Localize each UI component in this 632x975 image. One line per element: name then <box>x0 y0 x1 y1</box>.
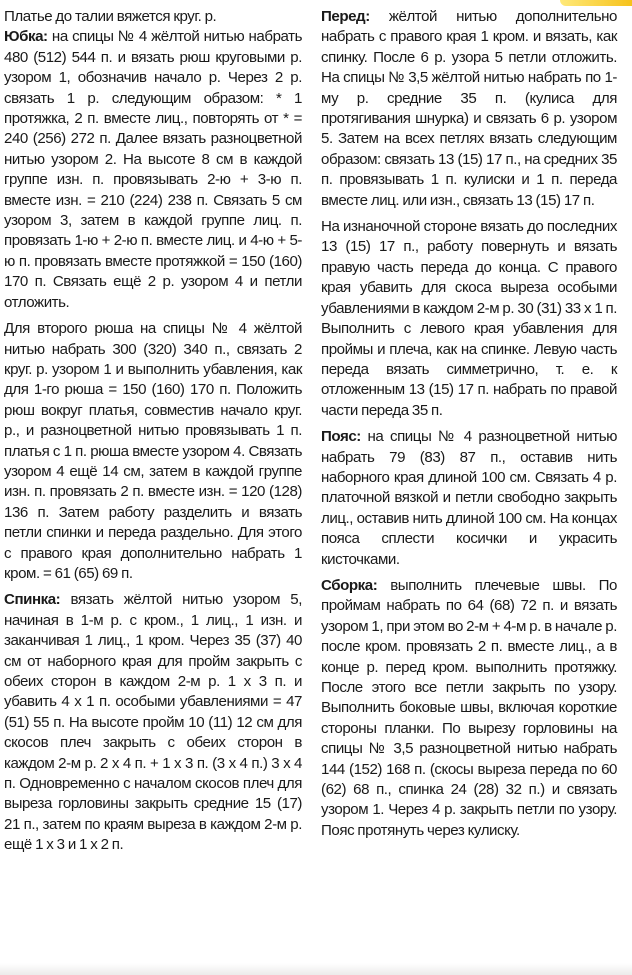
assembly-heading: Сборка: <box>321 576 378 594</box>
back-text: вязать жёлтой нитью узором 5, начиная в 1-м р. с кром., 1 лиц., 1 изн. и заканчивая 1 лиц., 1 кром. Через 35 (37) 40 см от наборного края для пройм закрыть с обеих сторон в каждом 2-м р. 1 х 3 п. и убавить 4 х 1 п. особыми убавлениями = 47 (51) 55 п. На высоте пройм 10 (11) 12 см для скосов плеч закрыть с обеих сторон в каждом 2-м р. 2 х 4 п. + 1 х 3 п. (3 х 4 п.) 3 х 4 п. Одновременно с началом скосов плеч для выреза горловины закрыть средние 15 (17) 21 п., затем по краям выреза в каждом 2-м р. ещё 1 х 3 и 1 х 2 п. <box>4 591 302 854</box>
skirt-heading: Юбка: <box>4 28 48 46</box>
skirt-text: на спицы № 4 жёлтой нитью набрать 480 (512) 544 п. и вязать рюш круговыми р. узором 1, обозначив начало р. Через 2 р. связать 1 р. следующим образом: * 1 протяжка, 2 п. вместе лиц., повторять от * = 240 (256) 272 п. Далее вязать разноцветной нитью узором 2. На высоте 8 см в каждой группе изн. п. провязывать 2-ю + 3-ю п. вместе изн. = 210 (224) 238 п. Связать 5 см узором 3, затем в каждой группе лиц. п. провязать 1-ю + 2-ю п. вместе лиц. и 4-ю + 5-ю п. провязать вместе протяжкой = 150 (160) 170 п. Связать ещё 2 р. узором 4 и петли отложить. <box>4 28 302 311</box>
yellow-corner-decoration <box>560 0 632 6</box>
second-ruffle-paragraph <box>4 319 302 584</box>
belt-text: на спицы № 4 разноцветной нитью набрать 79 (83) 87 п., оставив нить наборного края длиной 100 см. Связать 4 р. платочной вязкой и петли свободно закрыть лиц., оставив нить длиной 100 см. На концах пояса сплести косички и украсить кисточками. <box>321 428 617 568</box>
belt-heading: Пояс: <box>321 428 361 446</box>
front-paragraph <box>321 7 617 211</box>
skirt-paragraph <box>4 27 302 313</box>
back-heading: Спинка: <box>4 591 61 609</box>
front-heading: Перед: <box>321 8 370 25</box>
front-continuation-paragraph <box>321 217 617 421</box>
front-text: жёлтой нитью дополнительно набрать с правого края 1 кром. и вязать, как спинку. После 6 р. узора 5 петли отложить. На спицы № 3,5 жёлтой нитью набрать по 1-му р. средние 35 п. (кулиса для протягивания шнурка) и связать 6 р. узором 5. Затем на всех петлях вязать следующим образом: связать 13 (15) 17 п., на средних 35 п. провязывать 1 п. кулиски и 1 п. переда вместе лиц. или изн., связать 13 (15) 17 п. <box>321 8 617 209</box>
second-ruffle-text: Для второго рюша на спицы № 4 жёлтой нитью набрать 300 (320) 340 п., связать 2 круг. р. узором 1 и выполнить убавления, как для 1-го рюша = 150 (160) 170 п. Положить рюш вокруг платья, совместив начало круг. р., и разноцветной нитью провязывать 1 п. платья с 1 п. рюша вместе узором 4. Связать узором 4 ещё 14 см, затем в каждой группе изн. п. провязать 2 п. вместе изн. = 120 (128) 136 п. Затем работу разделить и вязать петли спинки и переда раздельно. Для этого с правого края дополнительно набрать 1 кром. = 61 (65) 69 п. <box>4 320 302 582</box>
left-column <box>4 7 302 862</box>
back-paragraph <box>4 590 302 855</box>
front-continuation-text: На изнаночной стороне вязать до последних 13 (15) 17 п., работу повернуть и вязать правую часть переда до конца. С правого края убавить для скоса выреза особыми убавлениями в каждом 2-м р. 30 (31) 33 х 1 п. Выполнить с левого края убавления для проймы и плеча, как на спинке. Левую часть переда вязать симметрично, т. е. к отложенным 13 (15) 17 п. набрать по правой части переда 35 п. <box>321 218 617 419</box>
page-bottom-shade <box>0 949 632 975</box>
belt-paragraph <box>321 427 617 570</box>
intro-paragraph <box>4 7 302 27</box>
assembly-text: выполнить плечевые швы. По проймам набрать по 64 (68) 72 п. и вязать узором 1, при этом во 2-м + 4-м р. в начале р. после кром. провязать 2 п. вместе лиц., а в конце р. перед кром. выполнить протяжку. После этого все петли закрыть по узору. Выполнить боковые швы, включая короткие стороны планки. По вырезу горловины на спицы № 3,5 разноцветной нитью набрать 144 (152) 168 п. (скосы выреза переда по 60 (62) 68 п., спинка 24 (28) 32 п.) и связать узором 1. Через 4 р. закрыть петли по узору. Пояс протянуть через кулиску. <box>321 576 617 839</box>
assembly-paragraph <box>321 576 617 841</box>
intro-text: Платье до талии вяжется круг. р. <box>4 8 217 25</box>
right-column <box>321 7 617 847</box>
